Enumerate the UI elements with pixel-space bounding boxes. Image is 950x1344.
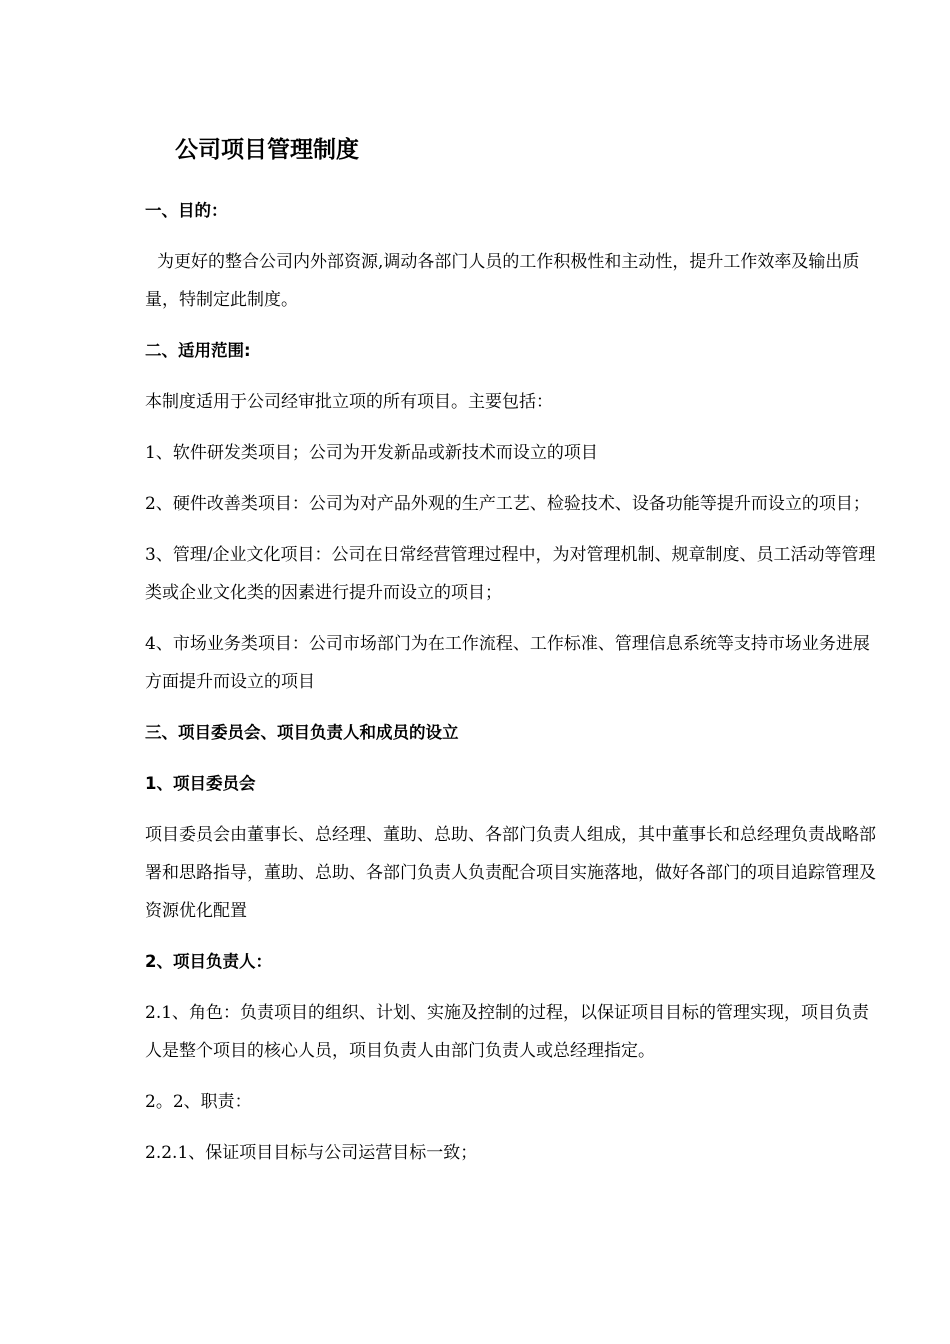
body-paragraph: 2.2.1、保证项目目标与公司运营目标一致； — [145, 1143, 478, 1163]
section-heading: 1、项目委员会 — [145, 774, 256, 793]
section-heading: 2、项目负责人： — [145, 952, 272, 971]
section-heading: 二、适用范围: — [145, 341, 251, 360]
body-paragraph: 4、市场业务类项目：公司市场部门为在工作流程、工作标准、管理信息系统等支持市场业务进展方面提升而设立的项目 — [145, 634, 870, 692]
document-body — [145, 192, 883, 1185]
section-heading: 三、项目委员会、项目负责人和成员的设立 — [145, 723, 459, 742]
body-paragraph: 2.1、角色：负责项目的组织、计划、实施及控制的过程，以保证项目目标的管理实现，项目负责人是整个项目的核心人员，项目负责人由部门负责人或总经理指定。 — [145, 1003, 870, 1061]
body-paragraph: 3、管理/企业文化项目：公司在日常经营管理过程中，为对管理机制、规章制度、员工活动等管理类或企业文化类的因素进行提升而设立的项目； — [145, 545, 876, 603]
body-paragraph: 2。2、职责： — [145, 1092, 252, 1112]
body-paragraph: 本制度适用于公司经审批立项的所有项目。主要包括： — [145, 392, 553, 412]
body-paragraph: 项目委员会由董事长、总经理、董助、总助、各部门负责人组成，其中董事长和总经理负责战略部署和思路指导，董助、总助、各部门负责人负责配合项目实施落地，做好各部门的项目追踪管理及资源优化配置 — [145, 825, 876, 921]
document-title: 公司项目管理制度 — [175, 137, 359, 163]
body-paragraph: 2、硬件改善类项目：公司为对产品外观的生产工艺、检验技术、设备功能等提升而设立的项目； — [145, 494, 870, 514]
body-paragraph: 为更好的整合公司内外部资源,调动各部门人员的工作积极性和主动性，提升工作效率及输出质量，特制定此制度。 — [145, 252, 860, 310]
section-heading: 一、目的： — [145, 201, 228, 220]
body-paragraph: 1、软件研发类项目；公司为开发新品或新技术而设立的项目 — [145, 443, 598, 463]
